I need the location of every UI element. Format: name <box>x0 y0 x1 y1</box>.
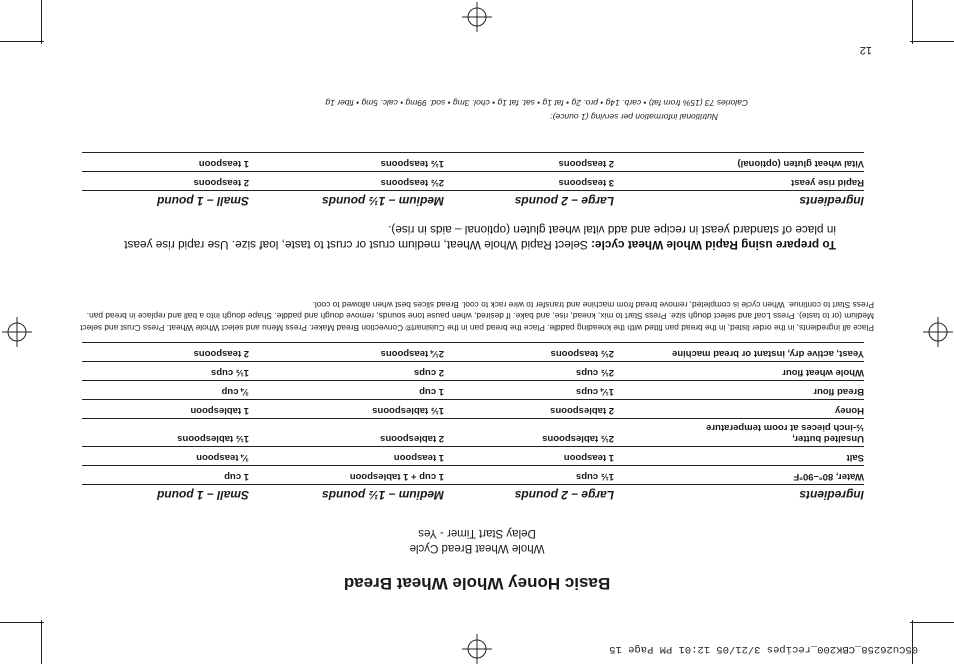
amount-small: 2 teaspoons <box>82 343 249 362</box>
amount-small: 1 cup <box>82 466 249 485</box>
rapid-cycle-note <box>120 222 836 252</box>
amount-large: 1 teaspoon <box>444 447 614 466</box>
amount-large: 2 teaspoons <box>444 153 614 172</box>
amount-medium: 1 cup + 1 tablespoon <box>249 466 444 485</box>
header-ingredients: Ingredients <box>614 485 864 505</box>
header-large: Large – 2 pounds <box>444 485 614 505</box>
amount-medium: 2¼ teaspoons <box>249 343 444 362</box>
crop-mark-bottom-left-h <box>910 41 954 42</box>
rapid-cycle-text: Select Rapid Whole Wheat, medium crust or crust to taste, loaf size. Use rapid rise yeast in place of standard yeast in recipe and add vital wheat gluten (optional – aids in rise). <box>124 223 836 252</box>
amount-medium: 2 cups <box>249 362 444 381</box>
ingredient-label: Unsalted butter, <box>792 433 864 444</box>
crop-mark-top-left-v <box>912 620 913 664</box>
amount-medium: 1½ teaspoons <box>249 153 444 172</box>
amount-small: ¾ cup <box>82 381 249 400</box>
amount-small: ¾ teaspoon <box>82 447 249 466</box>
table-row <box>82 400 864 419</box>
amount-large: 2½ cups <box>444 362 614 381</box>
registration-mark-icon <box>462 2 492 32</box>
amount-medium: 2 tablespoons <box>249 419 444 447</box>
table-row <box>82 362 864 381</box>
registration-mark-icon <box>923 317 953 347</box>
amount-large: 3 teaspoons <box>444 172 614 191</box>
ingredient-name: Yeast, active dry, instant or bread machine <box>614 343 864 362</box>
ingredient-name: Salt <box>614 447 864 466</box>
crop-mark-bottom-left-v <box>912 0 913 44</box>
table-row <box>82 172 864 191</box>
ingredient-name: Bread flour <box>614 381 864 400</box>
header-medium: Medium – 1½ pounds <box>249 191 444 211</box>
amount-small: 2 teaspoons <box>82 172 249 191</box>
amount-small: 1 tablespoon <box>82 400 249 419</box>
amount-small: 1½ cups <box>82 362 249 381</box>
crop-mark-top-left-h <box>910 622 954 623</box>
recipe-title: Basic Honey Whole Wheat Bread <box>343 574 611 593</box>
registration-mark-icon <box>462 634 492 664</box>
amount-medium: 1½ tablespoons <box>249 400 444 419</box>
crop-mark-bottom-right-h <box>0 41 44 42</box>
ingredient-table <box>82 342 864 504</box>
instructions-paragraph: Place all ingredients, in the order listed, in the bread pan fitted with the kneading paddle. Place the bread pan in the Cuisinart® Convection Bread Maker. Press Menu and select Whole Wheat. Press Crust and select Medium (or to taste). Press Loaf and select dough size. Press Start to mix, knead, rise, and bake. If desired, when pause tone sounds, remove dough and paddle. Shape dough into a ball and replace in bread pan. Press Start to continue. When cycle is completed, remove bread from machine and transfer to wire rack to cool. Bread slices best when allowed to cool. <box>80 300 874 333</box>
ingredient-name: Vital wheat gluten (optional) <box>614 153 864 172</box>
registration-mark-icon <box>2 317 32 347</box>
table-row <box>82 466 864 485</box>
amount-large: 2½ tablespoons <box>444 419 614 447</box>
nutrition-details: Calories 73 (15% from fat) • carb. 14g • pro. 2g • fat 1g • sat. fat 1g • chol. 3mg • sod. 99mg • calc. 5mg • fiber 1g <box>325 98 748 108</box>
amount-large: 1½ cups <box>444 466 614 485</box>
amount-medium: 1 teaspoon <box>249 447 444 466</box>
rapid-cycle-lead: To prepare using Rapid Whole Wheat cycle: <box>591 238 836 252</box>
ingredient-name: Honey <box>614 400 864 419</box>
table-row <box>82 419 864 447</box>
ingredient-name: Water, 80°–90°F <box>614 466 864 485</box>
table-row <box>82 381 864 400</box>
amount-small: 1 teaspoon <box>82 153 249 172</box>
delay-timer-label: Delay Start Timer - Yes <box>418 527 536 539</box>
page-number: 12 <box>859 44 872 56</box>
crop-mark-top-right-v <box>41 620 42 664</box>
table-row <box>82 447 864 466</box>
header-medium: Medium – 1½ pounds <box>249 485 444 505</box>
ingredient-note: ½-inch pieces at room temperature <box>706 422 864 433</box>
table-header-row <box>82 191 864 211</box>
nutrition-heading: Nutritional information per serving (1 ounce): <box>550 112 718 122</box>
amount-large: 1¼ cups <box>444 381 614 400</box>
header-ingredients: Ingredients <box>614 191 864 211</box>
table-row <box>82 343 864 362</box>
header-small: Small – 1 pound <box>82 485 249 505</box>
cycle-label: Whole Wheat Bread Cycle <box>409 542 545 554</box>
rapid-ingredient-table <box>82 152 864 210</box>
ingredient-name: Whole wheat flour <box>614 362 864 381</box>
amount-large: 2 tablespoons <box>444 400 614 419</box>
crop-mark-top-right-h <box>0 622 44 623</box>
table-header-row <box>82 485 864 505</box>
crop-mark-bottom-right-v <box>41 0 42 44</box>
header-small: Small – 1 pound <box>82 191 249 211</box>
amount-large: 2½ teaspoons <box>444 343 614 362</box>
table-row <box>82 153 864 172</box>
printer-slug: 05Cu26258_CBK200_recipes 3/21/05 12:01 PM Page 15 <box>609 643 918 655</box>
header-large: Large – 2 pounds <box>444 191 614 211</box>
amount-medium: 2½ teaspoons <box>249 172 444 191</box>
amount-small: 1½ tablespoons <box>82 419 249 447</box>
amount-medium: 1 cup <box>249 381 444 400</box>
ingredient-name <box>614 419 864 447</box>
ingredient-name: Rapid rise yeast <box>614 172 864 191</box>
